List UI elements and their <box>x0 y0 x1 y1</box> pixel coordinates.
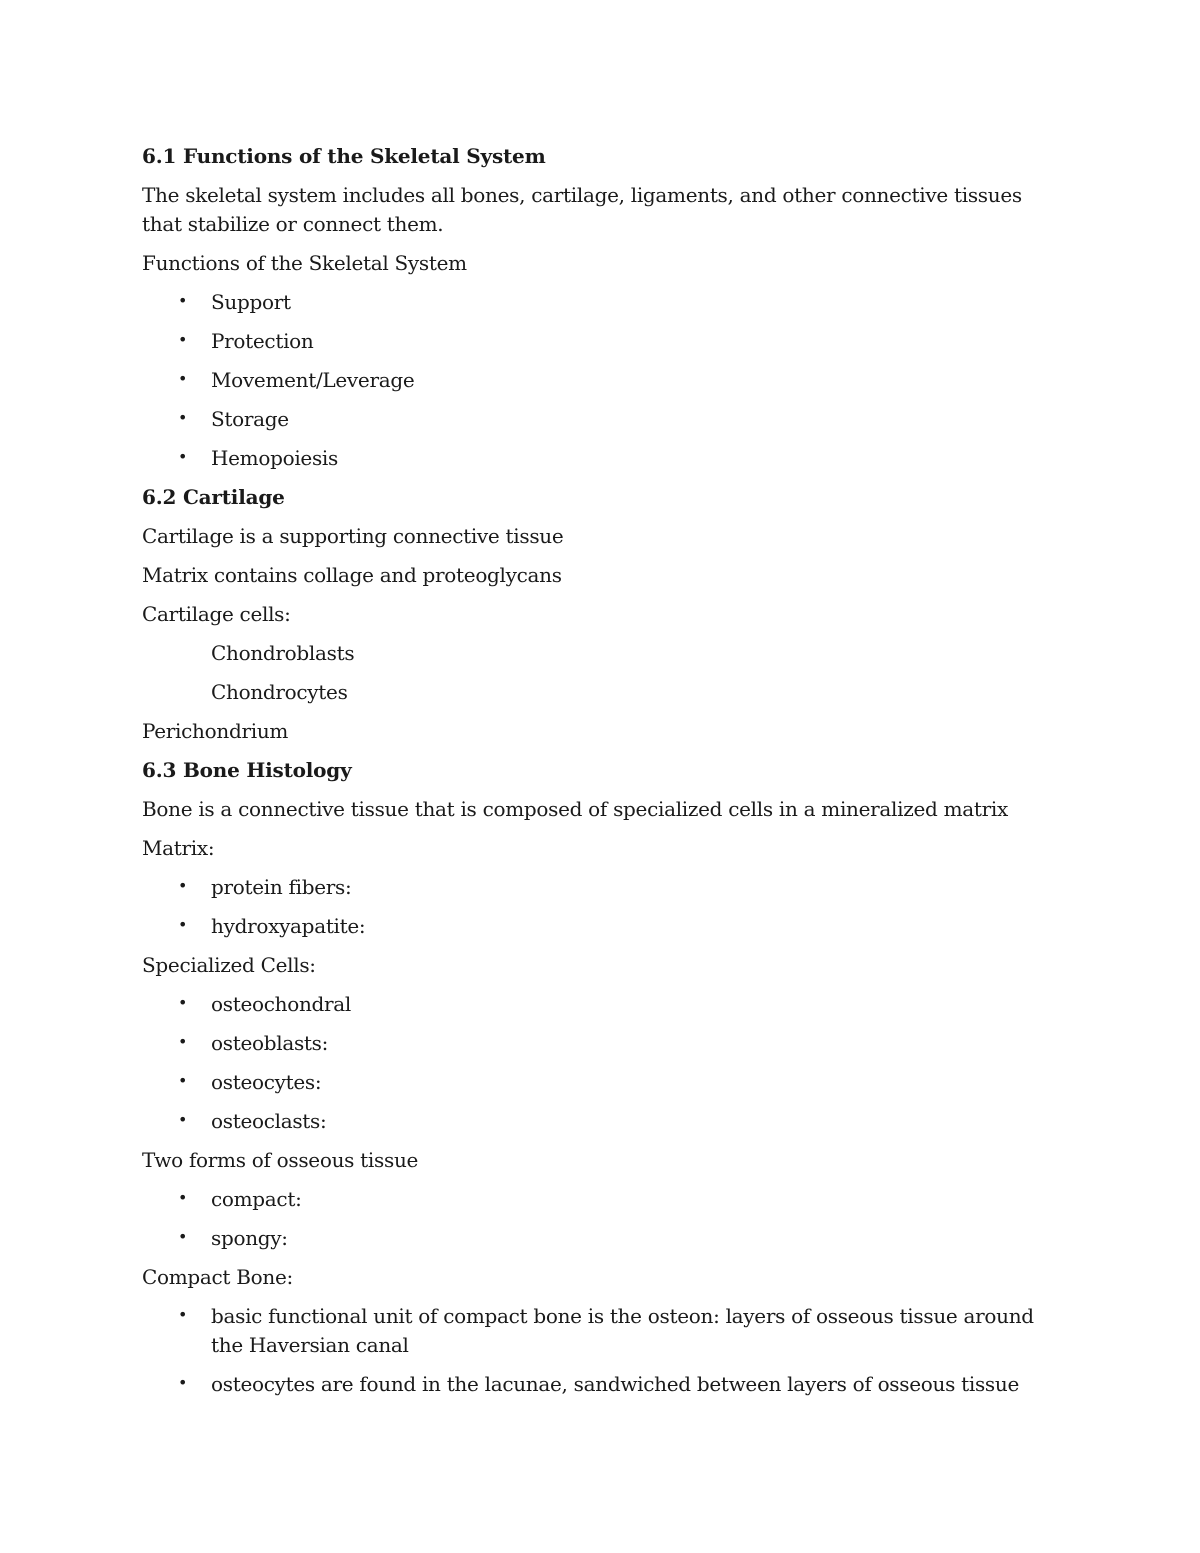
section-heading-6-1: 6.1 Functions of the Skeletal System <box>142 144 546 168</box>
cartilage-cell-item: Chondrocytes <box>211 680 348 704</box>
functions-list <box>142 288 1062 473</box>
matrix-list <box>142 873 1062 941</box>
list-item: • Storage <box>142 405 1062 434</box>
bullet-icon: • <box>178 876 188 895</box>
bullet-icon: • <box>178 369 188 388</box>
bullet-icon: • <box>178 408 188 427</box>
specialized-cells-list <box>142 990 1062 1136</box>
cartilage-cells-title: Cartilage cells: <box>142 602 291 626</box>
bullet-icon: • <box>178 1227 188 1246</box>
bullet-icon: • <box>178 447 188 466</box>
cartilage-line-1: Cartilage is a supporting connective tissue <box>142 524 564 548</box>
list-item: • Movement/Leverage <box>142 366 1062 395</box>
document-page <box>142 142 1062 1409</box>
bullet-icon: • <box>178 1373 188 1392</box>
bullet-icon: • <box>178 1071 188 1090</box>
bullet-icon: • <box>178 1032 188 1051</box>
bullet-icon: • <box>178 915 188 934</box>
list-item: • compact: <box>142 1185 1062 1214</box>
matrix-title: Matrix: <box>142 836 215 860</box>
bullet-icon: • <box>178 291 188 310</box>
list-item: • osteoblasts: <box>142 1029 1062 1058</box>
list-item: • hydroxyapatite: <box>142 912 1062 941</box>
bullet-icon: • <box>178 1110 188 1129</box>
specialized-cells-title: Specialized Cells: <box>142 953 316 977</box>
functions-list-title: Functions of the Skeletal System <box>142 251 467 275</box>
bullet-icon: • <box>178 1188 188 1207</box>
list-item: • osteocytes are found in the lacunae, sandwiched between layers of osseous tissue <box>142 1370 1062 1399</box>
forms-title: Two forms of osseous tissue <box>142 1148 419 1172</box>
section-heading-6-2: 6.2 Cartilage <box>142 485 285 509</box>
compact-bone-title: Compact Bone: <box>142 1265 293 1289</box>
section-intro-6-1: The skeletal system includes all bones, cartilage, ligaments, and other connective tissues that stabilize or connect them. <box>142 183 1022 236</box>
section-heading-6-3: 6.3 Bone Histology <box>142 758 352 782</box>
list-item: • basic functional unit of compact bone is the osteon: layers of osseous tissue around the Haversian canal <box>142 1302 1062 1360</box>
list-item: • Support <box>142 288 1062 317</box>
bullet-icon: • <box>178 1305 188 1324</box>
list-item: • osteoclasts: <box>142 1107 1062 1136</box>
list-item: • Hemopoiesis <box>142 444 1062 473</box>
forms-list <box>142 1185 1062 1253</box>
bullet-icon: • <box>178 330 188 349</box>
list-item: • osteochondral <box>142 990 1062 1019</box>
list-item: • spongy: <box>142 1224 1062 1253</box>
bone-intro: Bone is a connective tissue that is composed of specialized cells in a mineralized matrix <box>142 797 1008 821</box>
list-item: • osteocytes: <box>142 1068 1062 1097</box>
list-item: • protein fibers: <box>142 873 1062 902</box>
cartilage-line-2: Matrix contains collage and proteoglycans <box>142 563 562 587</box>
bullet-icon: • <box>178 993 188 1012</box>
compact-bone-list <box>142 1302 1062 1399</box>
cartilage-line-3: Perichondrium <box>142 719 289 743</box>
cartilage-cell-item: Chondroblasts <box>211 641 355 665</box>
list-item: • Protection <box>142 327 1062 356</box>
